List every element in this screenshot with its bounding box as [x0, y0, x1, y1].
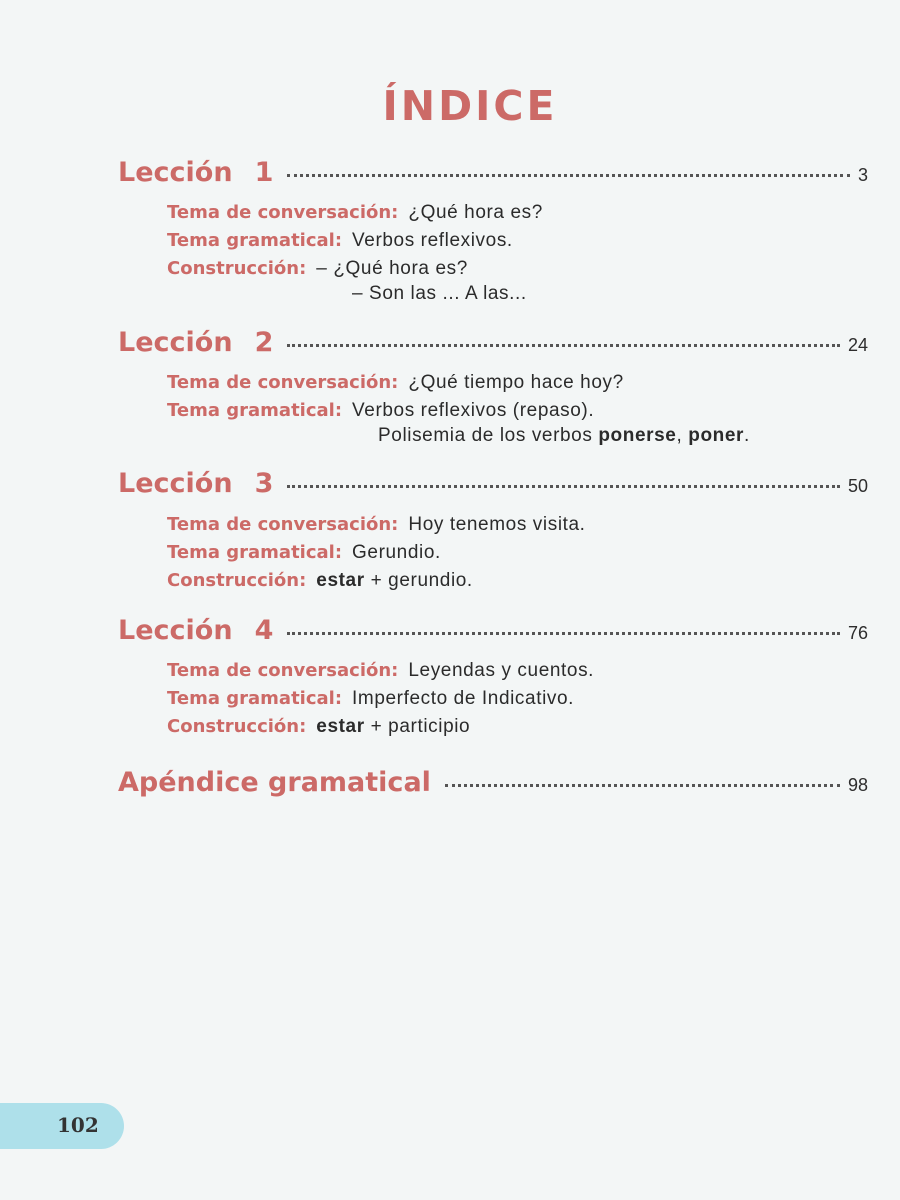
construction-row	[167, 715, 470, 739]
lesson-number: 1	[254, 157, 274, 188]
lesson-number: 2	[254, 327, 274, 358]
conversation-key: Tema de conversación:	[167, 372, 399, 393]
lesson-label: Lección	[118, 327, 233, 358]
construction-key: Construcción:	[167, 716, 307, 737]
dot-leader	[287, 344, 840, 347]
grammar-value: Imperfecto de Indicativo.	[352, 688, 575, 709]
construction-value-line-2: – Son las ... A las...	[352, 283, 527, 304]
toc-entry-leccion-4	[118, 615, 868, 646]
construction-row	[167, 257, 468, 281]
page-ref: 50	[847, 476, 868, 496]
conversation-value: Hoy tenemos visita.	[408, 514, 586, 535]
grammar-key: Tema gramatical:	[167, 688, 343, 709]
dot-leader	[287, 632, 840, 635]
conversation-topic-row	[167, 513, 586, 537]
page-ref: 98	[847, 775, 868, 795]
dot-leader	[445, 784, 840, 787]
period: .	[744, 425, 750, 446]
verb-poner: poner	[688, 425, 745, 446]
toc-entry-apendice	[118, 767, 868, 798]
construction-bold: estar	[316, 716, 365, 737]
conversation-value: ¿Qué tiempo hace hoy?	[408, 372, 624, 393]
lesson-label: Lección	[118, 615, 233, 646]
grammar-value: Verbos reflexivos (repaso).	[352, 400, 595, 421]
construction-row	[167, 569, 473, 593]
grammar-topic-row	[167, 687, 574, 711]
conversation-key: Tema de conversación:	[167, 660, 399, 681]
conversation-key: Tema de conversación:	[167, 514, 399, 535]
grammar-topic-row	[167, 399, 594, 423]
grammar-value: Verbos reflexivos.	[352, 230, 513, 251]
page-number: 102	[57, 1113, 99, 1137]
grammar-key: Tema gramatical:	[167, 400, 343, 421]
toc-entry-leccion-2	[118, 327, 868, 358]
lesson-number: 4	[254, 615, 274, 646]
toc-entry-leccion-3	[118, 468, 868, 499]
grammar-topic-row	[167, 541, 441, 565]
grammar-key: Tema gramatical:	[167, 542, 343, 563]
conversation-topic-row	[167, 659, 594, 683]
page-ref: 76	[847, 623, 868, 643]
page-ref: 24	[847, 335, 868, 355]
grammar-value-line-2	[378, 424, 750, 448]
grammar-topic-row	[167, 229, 513, 253]
conversation-key: Tema de conversación:	[167, 202, 399, 223]
page-title: ÍNDICE	[382, 82, 558, 130]
conversation-value: ¿Qué hora es?	[408, 202, 543, 223]
construction-value: + participio	[370, 716, 471, 737]
dot-leader	[287, 485, 840, 488]
conversation-value: Leyendas y cuentos.	[408, 660, 595, 681]
lesson-number: 3	[254, 468, 274, 499]
grammar-value: Gerundio.	[352, 542, 441, 563]
construction-key: Construcción:	[167, 258, 307, 279]
construction-value: – ¿Qué hora es?	[316, 258, 468, 279]
construction-value: + gerundio.	[370, 570, 473, 591]
grammar-cont-text: Polisemia de los verbos	[378, 425, 593, 446]
lesson-label: Lección	[118, 468, 233, 499]
appendix-label: Apéndice gramatical	[118, 767, 431, 798]
lesson-label: Lección	[118, 157, 233, 188]
comma: ,	[676, 425, 683, 446]
verb-ponerse: ponerse	[598, 425, 677, 446]
page-ref: 3	[857, 165, 868, 185]
construction-bold: estar	[316, 570, 365, 591]
toc-entry-leccion-1	[118, 157, 868, 188]
conversation-topic-row	[167, 201, 543, 225]
grammar-key: Tema gramatical:	[167, 230, 343, 251]
conversation-topic-row	[167, 371, 624, 395]
dot-leader	[287, 174, 850, 177]
construction-key: Construcción:	[167, 570, 307, 591]
